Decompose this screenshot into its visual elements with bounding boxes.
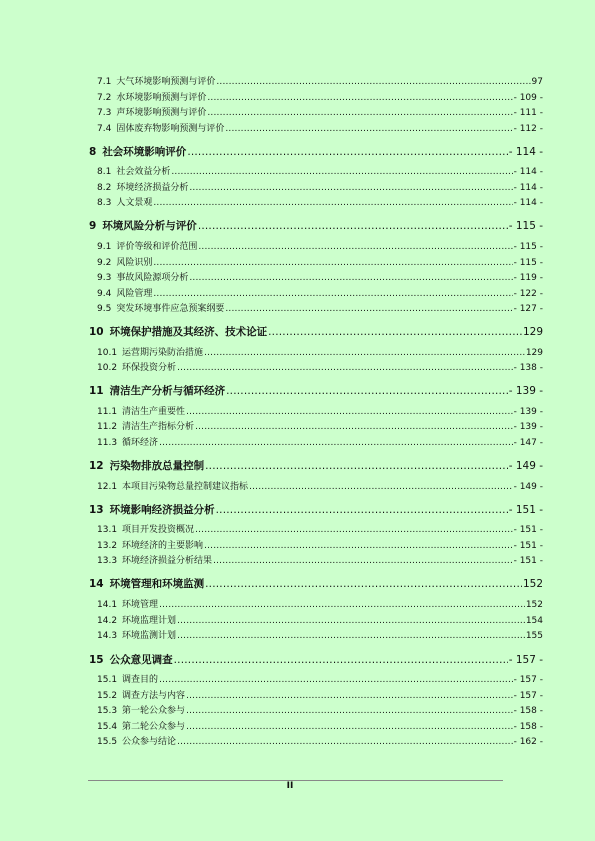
- toc-section-entry[interactable]: [97, 345, 543, 358]
- toc-entry-number: 14.2: [97, 616, 118, 626]
- toc-entry-title: 固体废弃物影响预测与评价: [116, 124, 225, 134]
- toc-dot-leader: [186, 706, 513, 716]
- toc-dot-leader: [207, 108, 512, 118]
- toc-entry-page: - 115 -: [513, 258, 543, 268]
- toc-section-entry[interactable]: [97, 688, 543, 701]
- toc-entry-title: 清洁生产指标分析: [122, 422, 195, 432]
- toc-entry-page: - 151 -: [513, 525, 543, 535]
- toc-dot-leader: [225, 304, 512, 314]
- toc-entry-title: 环境监理计划: [122, 616, 177, 626]
- toc-entry-title: 污染物排放总量控制: [109, 460, 205, 472]
- toc-dot-leader: [207, 93, 512, 103]
- toc-entry-number: 11.1: [97, 407, 118, 417]
- toc-chapter-entry[interactable]: [89, 502, 543, 517]
- toc-entry-number: 9: [89, 220, 97, 232]
- toc-entry-number: 10: [89, 326, 104, 338]
- toc-entry-number: 10.1: [97, 348, 118, 358]
- toc-entry-title: 环保投资分析: [122, 363, 177, 373]
- toc-entry-title: 项目开发投资概况: [122, 525, 195, 535]
- toc-entry-title: 大气环境影响预测与评价: [116, 77, 216, 87]
- toc-entry-number: 13.2: [97, 541, 118, 551]
- toc-section-entry[interactable]: [97, 90, 543, 103]
- toc-dot-leader: [171, 167, 512, 177]
- toc-entry-number: 13: [89, 504, 104, 516]
- toc-entry-title: 事故风险源项分析: [116, 273, 189, 283]
- toc-entry-page: 154: [525, 616, 543, 626]
- toc-entry-page: - 114 -: [513, 167, 543, 177]
- toc-entry-title: 环境影响经济损益分析: [109, 504, 215, 516]
- toc-dot-leader: [159, 675, 513, 685]
- page-number: II: [286, 781, 294, 791]
- toc-dot-leader: [216, 504, 508, 516]
- toc-dot-leader: [153, 198, 512, 208]
- toc-entry-title: 声环境影响预测与评价: [116, 108, 207, 118]
- toc-entry-page: 152: [525, 600, 543, 610]
- toc-entry-page: - 139 -: [508, 385, 543, 397]
- toc-entry-title: 社会效益分析: [116, 167, 171, 177]
- toc-entry-page: - 122 -: [513, 289, 543, 299]
- toc-entry-title: 循环经济: [122, 438, 159, 448]
- toc-chapter-entry[interactable]: [89, 218, 543, 233]
- toc-dot-leader: [153, 258, 512, 268]
- toc-entry-title: 水环境影响预测与评价: [116, 93, 207, 103]
- toc-entry-title: 清洁生产重要性: [122, 407, 186, 417]
- toc-entry-page: - 138 -: [513, 363, 543, 373]
- toc-entry-page: - 119 -: [513, 273, 543, 283]
- toc-entry-number: 11: [89, 385, 104, 397]
- toc-entry-title: 第一轮公众参与: [122, 706, 186, 716]
- toc-entry-title: 环境经济损益分析结果: [122, 556, 213, 566]
- toc-entry-title: 公众参与结论: [122, 737, 177, 747]
- toc-entry-page: - 158 -: [513, 706, 543, 716]
- toc-entry-number: 11.2: [97, 422, 118, 432]
- toc-dot-leader: [189, 183, 512, 193]
- toc-section-entry[interactable]: [97, 301, 543, 314]
- toc-entry-page: - 151 -: [513, 541, 543, 551]
- toc-entry-number: 7.2: [97, 93, 112, 103]
- toc-entry-title: 环境经济的主要影响: [122, 541, 204, 551]
- toc-entry-page: - 111 -: [513, 108, 543, 118]
- toc-entry-page: - 147 -: [513, 438, 543, 448]
- toc-section-entry[interactable]: [97, 286, 543, 299]
- toc-entry-page: - 112 -: [513, 124, 543, 134]
- toc-entry-page: - 114 -: [513, 183, 543, 193]
- toc-entry-number: 10.2: [97, 363, 118, 373]
- toc-section-entry[interactable]: [97, 719, 543, 732]
- toc-entry-title: 环境保护措施及其经济、技术论证: [109, 326, 268, 338]
- toc-section-entry[interactable]: [97, 613, 543, 626]
- toc-entry-title: 风险识别: [116, 258, 153, 268]
- toc-dot-leader: [205, 460, 508, 472]
- toc-dot-leader: [204, 541, 513, 551]
- toc-entry-number: 8.1: [97, 167, 112, 177]
- toc-dot-leader: [186, 722, 513, 732]
- toc-entry-page: - 149 -: [508, 460, 543, 472]
- toc-entry-page: - 139 -: [513, 422, 543, 432]
- toc-entry-page: 129: [525, 348, 543, 358]
- toc-entry-number: 15.5: [97, 737, 118, 747]
- toc-entry-page: - 151 -: [508, 504, 543, 516]
- toc-entry-number: 9.4: [97, 289, 112, 299]
- toc-entry-title: 环境风险分析与评价: [102, 220, 197, 232]
- toc-entry-number: 13.3: [97, 556, 118, 566]
- toc-dot-leader: [198, 242, 512, 252]
- toc-entry-page: - 115 -: [513, 242, 543, 252]
- toc-dot-leader: [249, 482, 513, 492]
- toc-section-entry[interactable]: [97, 628, 543, 641]
- toc-section-entry[interactable]: [97, 239, 543, 252]
- toc-entry-title: 第二轮公众参与: [122, 722, 186, 732]
- toc-entry-page: 129: [522, 326, 543, 338]
- toc-section-entry[interactable]: [97, 597, 543, 610]
- toc-dot-leader: [177, 631, 525, 641]
- toc-section-entry[interactable]: [97, 734, 543, 747]
- toc-entry-title: 公众意见调查: [109, 654, 173, 666]
- toc-chapter-entry[interactable]: [89, 652, 543, 667]
- toc-section-entry[interactable]: [97, 360, 543, 373]
- toc-section-entry[interactable]: [97, 404, 543, 417]
- toc-entry-number: 7.3: [97, 108, 112, 118]
- toc-dot-leader: [216, 77, 530, 87]
- toc-entry-page: - 115 -: [508, 220, 543, 232]
- toc-section-entry[interactable]: [97, 105, 543, 118]
- toc-dot-leader: [159, 600, 525, 610]
- toc-entry-title: 环境经济损益分析: [116, 183, 189, 193]
- toc-entry-number: 15: [89, 654, 104, 666]
- toc-entry-title: 评价等级和评价范围: [116, 242, 198, 252]
- toc-dot-leader: [174, 654, 508, 666]
- toc-entry-page: - 157 -: [513, 691, 543, 701]
- toc-entry-title: 环境监测计划: [122, 631, 177, 641]
- toc-entry-number: 14: [89, 578, 104, 590]
- toc-chapter-entry[interactable]: [89, 576, 543, 591]
- toc-section-entry[interactable]: [97, 479, 543, 492]
- toc-section-entry[interactable]: [97, 553, 543, 566]
- toc-entry-number: 15.3: [97, 706, 118, 716]
- toc-entry-page: - 127 -: [513, 304, 543, 314]
- toc-dot-leader: [213, 556, 513, 566]
- toc-entry-title: 清洁生产分析与循环经济: [109, 385, 226, 397]
- toc-entry-title: 风险管理: [116, 289, 153, 299]
- toc-entry-page: - 139 -: [513, 407, 543, 417]
- toc-chapter-entry[interactable]: [89, 458, 543, 473]
- toc-section-entry[interactable]: [97, 195, 543, 208]
- toc-chapter-entry[interactable]: [89, 324, 543, 339]
- toc-entry-number: 11.3: [97, 438, 118, 448]
- toc-entry-number: 9.5: [97, 304, 112, 314]
- toc-section-entry[interactable]: [97, 270, 543, 283]
- toc-dot-leader: [195, 422, 513, 432]
- toc-section-entry[interactable]: [97, 435, 543, 448]
- toc-entry-page: 152: [522, 578, 543, 590]
- toc-entry-number: 9.2: [97, 258, 112, 268]
- toc-entry-number: 14.3: [97, 631, 118, 641]
- toc-dot-leader: [205, 578, 522, 590]
- toc-entry-title: 环境管理: [122, 600, 159, 610]
- toc-entry-page: - 157 -: [513, 675, 543, 685]
- toc-section-entry[interactable]: [97, 703, 543, 716]
- toc-dot-leader: [177, 363, 513, 373]
- toc-entry-number: 7.1: [97, 77, 112, 87]
- toc-entry-page: - 158 -: [513, 722, 543, 732]
- toc-dot-leader: [189, 273, 512, 283]
- toc-dot-leader: [159, 438, 513, 448]
- toc-chapter-entry[interactable]: [89, 383, 543, 398]
- toc-dot-leader: [226, 385, 508, 397]
- toc-section-entry[interactable]: [97, 538, 543, 551]
- toc-section-entry[interactable]: [97, 255, 543, 268]
- toc-entry-number: 13.1: [97, 525, 118, 535]
- toc-entry-number: 8.3: [97, 198, 112, 208]
- toc-entry-title: 调查方法与内容: [122, 691, 186, 701]
- toc-entry-page: - 162 -: [513, 737, 543, 747]
- toc-section-entry[interactable]: [97, 522, 543, 535]
- toc-entry-number: 15.2: [97, 691, 118, 701]
- toc-entry-page: - 151 -: [513, 556, 543, 566]
- toc-dot-leader: [225, 124, 512, 134]
- toc-entry-number: 9.3: [97, 273, 112, 283]
- toc-entry-page: - 114 -: [513, 198, 543, 208]
- toc-entry-page: 155: [525, 631, 543, 641]
- toc-entry-page: 97: [531, 77, 543, 87]
- toc-section-entry[interactable]: [97, 180, 543, 193]
- toc-section-entry[interactable]: [97, 121, 543, 134]
- toc-entry-number: 9.1: [97, 242, 112, 252]
- toc-entry-number: 14.1: [97, 600, 118, 610]
- toc-entry-number: 8.2: [97, 183, 112, 193]
- toc-entry-title: 人文景观: [116, 198, 153, 208]
- toc-dot-leader: [195, 525, 513, 535]
- toc-dot-leader: [204, 348, 525, 358]
- toc-entry-number: 7.4: [97, 124, 112, 134]
- toc-dot-leader: [186, 691, 513, 701]
- toc-dot-leader: [187, 146, 507, 158]
- toc-dot-leader: [268, 326, 522, 338]
- toc-dot-leader: [177, 737, 513, 747]
- toc-entry-page: - 109 -: [513, 93, 543, 103]
- toc-dot-leader: [198, 220, 508, 232]
- toc-entry-page: - 114 -: [508, 146, 543, 158]
- toc-entry-title: 调查目的: [122, 675, 159, 685]
- toc-dot-leader: [153, 289, 512, 299]
- toc-entry-number: 12: [89, 460, 104, 472]
- toc-entry-title: 运营期污染防治措施: [122, 348, 204, 358]
- toc-entry-page: - 157 -: [508, 654, 543, 666]
- toc-entry-title: 突发环境事件应急预案纲要: [116, 304, 225, 314]
- toc-entry-title: 环境管理和环境监测: [109, 578, 205, 590]
- toc-dot-leader: [186, 407, 513, 417]
- toc-entry-number: 15.1: [97, 675, 118, 685]
- toc-entry-page: - 149 -: [513, 482, 543, 492]
- toc-chapter-entry[interactable]: [89, 144, 543, 159]
- toc-dot-leader: [177, 616, 525, 626]
- toc-section-entry[interactable]: [97, 164, 543, 177]
- toc-entry-title: 本项目污染物总量控制建议指标: [122, 482, 249, 492]
- toc-entry-title: 社会环境影响评价: [102, 146, 187, 158]
- toc-entry-number: 8: [89, 146, 97, 158]
- toc-section-entry[interactable]: [97, 74, 543, 87]
- toc-entry-number: 15.4: [97, 722, 118, 732]
- toc-section-entry[interactable]: [97, 672, 543, 685]
- toc-section-entry[interactable]: [97, 419, 543, 432]
- toc-entry-number: 12.1: [97, 482, 118, 492]
